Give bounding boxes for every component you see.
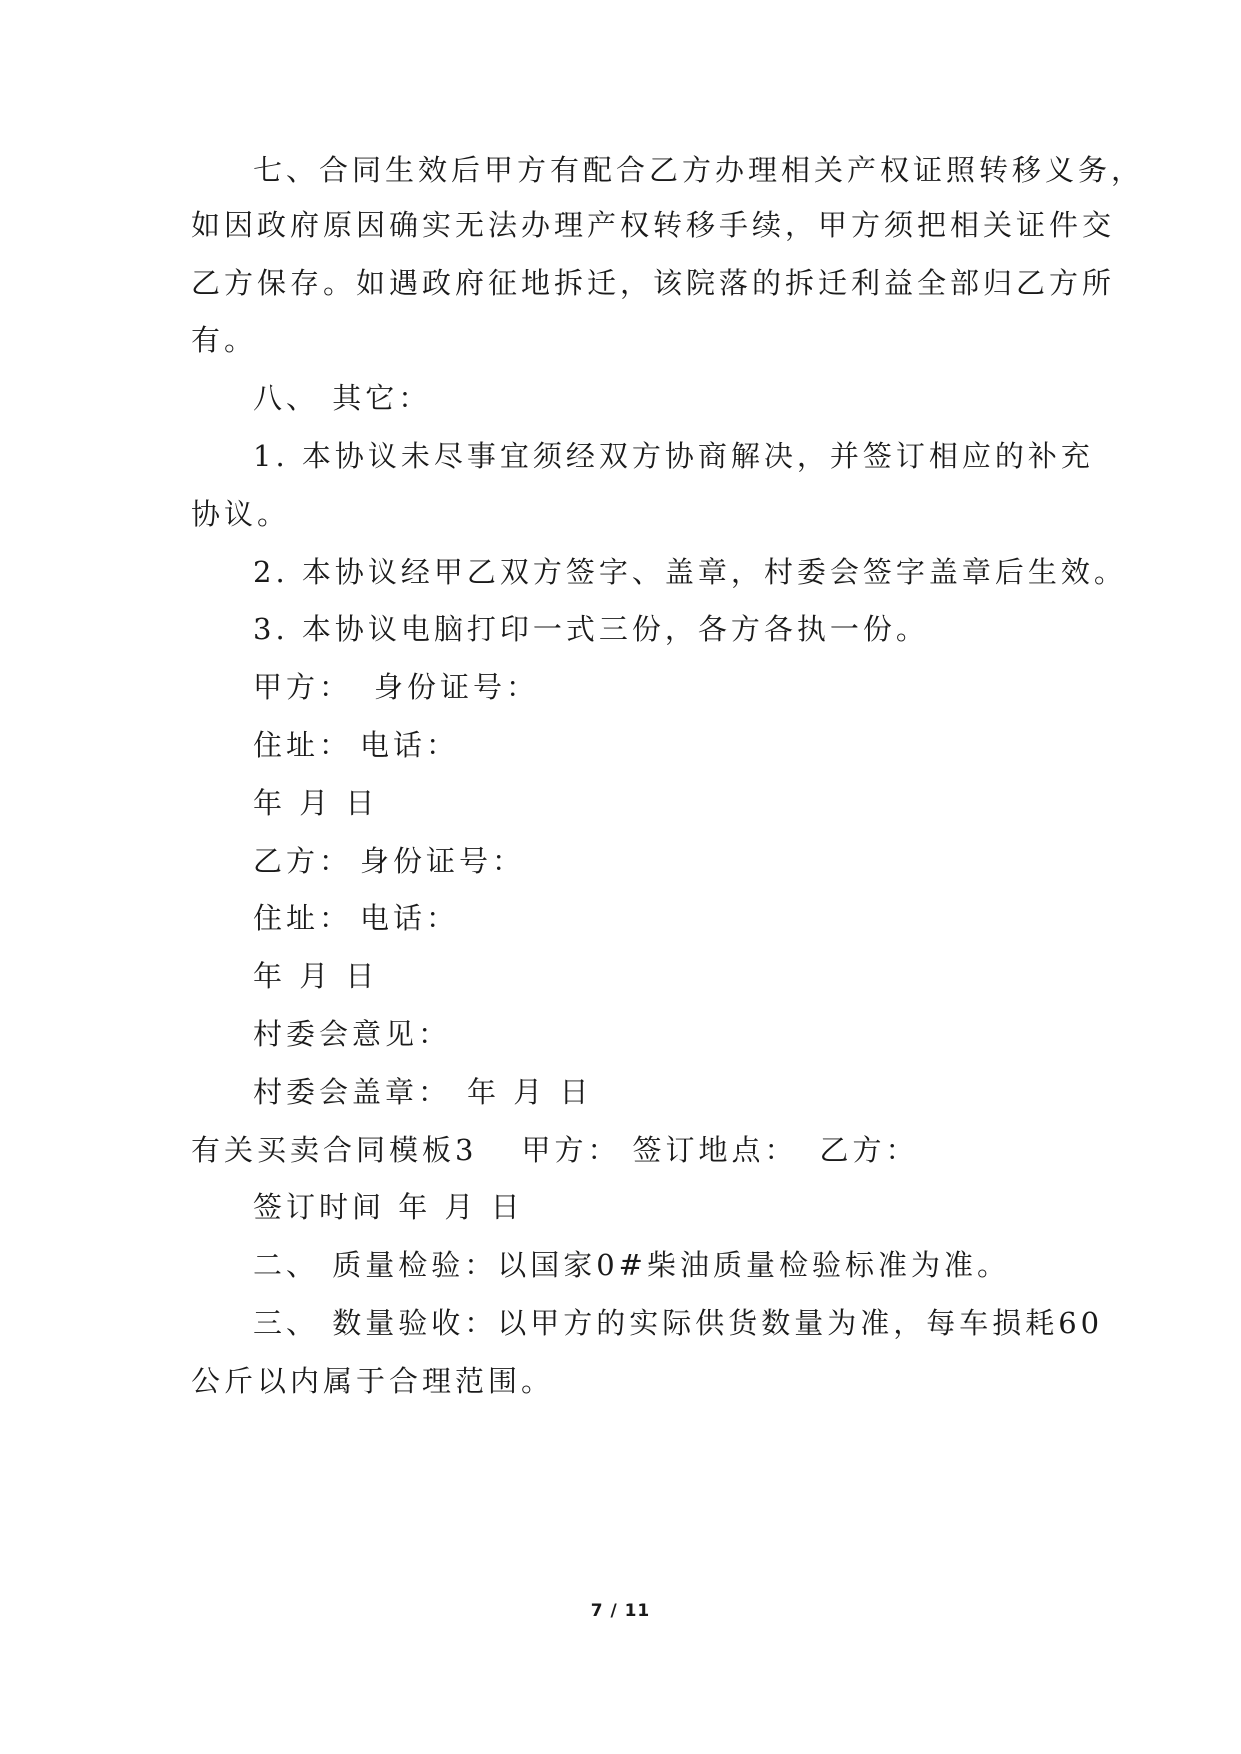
paragraph-7-line-1: 七、合同生效后甲方有配合乙方办理相关产权证照转移义务， — [253, 153, 1145, 187]
party-a-date: 年 月 日 — [253, 786, 379, 820]
paragraph-7-line-2: 如因政府原因确实无法办理产权转移手续，甲方须把相关证件交 — [191, 208, 1116, 242]
party-b-address-label: 住址： — [253, 901, 353, 935]
party-b-line — [253, 841, 525, 881]
party-b-address-line — [253, 898, 459, 938]
clause-1-line-2: 协议。 — [191, 497, 291, 531]
paragraph-7-line-4: 有。 — [191, 323, 258, 357]
section-8-heading: 八、 其它： — [253, 381, 432, 415]
party-a-line — [253, 667, 539, 707]
clause-2: 2. 本协议经甲乙双方签字、盖章，村委会签字盖章后生效。 — [253, 555, 1127, 589]
template-3-quantity-acceptance-line-2: 公斤以内属于合理范围。 — [191, 1364, 555, 1398]
template-3-signing-time: 签订时间 年 月 日 — [253, 1190, 524, 1224]
clause-3: 3. 本协议电脑打印一式三份，各方各执一份。 — [253, 612, 929, 646]
party-a-address-label: 住址： — [253, 728, 353, 762]
template-3-quantity-acceptance-line-1: 三、 数量验收：以甲方的实际供货数量为准，每车损耗60 — [253, 1306, 1104, 1340]
page-number: 7 / 11 — [590, 1601, 651, 1621]
party-b-phone-label: 电话： — [360, 901, 460, 935]
template-3-title: 有关买卖合同模板3 — [191, 1133, 478, 1167]
party-b-id-label: 身份证号： — [360, 844, 526, 878]
village-committee-seal-label: 村委会盖章： — [253, 1075, 452, 1109]
village-committee-seal-date: 年 月 日 — [467, 1075, 593, 1109]
template-3-signing-place-label: 签订地点： — [632, 1133, 798, 1167]
template-3-quality-inspection: 二、 质量检验：以国家0#柴油质量检验标准为准。 — [253, 1248, 1010, 1282]
party-b-date: 年 月 日 — [253, 959, 379, 993]
template-3-party-a-label: 甲方： — [521, 1133, 621, 1167]
clause-1-line-1: 1. 本协议未尽事宜须经双方协商解决，并签订相应的补充 — [253, 439, 1094, 473]
party-a-id-label: 身份证号： — [374, 670, 540, 704]
party-b-label: 乙方： — [253, 844, 353, 878]
paragraph-7-line-3: 乙方保存。如遇政府征地拆迁，该院落的拆迁利益全部归乙方所 — [191, 266, 1116, 300]
party-a-label: 甲方： — [253, 670, 353, 704]
template-3-header-line — [191, 1130, 919, 1170]
template-3-party-b-label: 乙方： — [819, 1133, 919, 1167]
village-committee-opinion: 村委会意见： — [253, 1017, 452, 1051]
party-a-phone-label: 电话： — [360, 728, 460, 762]
village-committee-seal-line — [253, 1072, 592, 1112]
party-a-address-line — [253, 725, 459, 765]
